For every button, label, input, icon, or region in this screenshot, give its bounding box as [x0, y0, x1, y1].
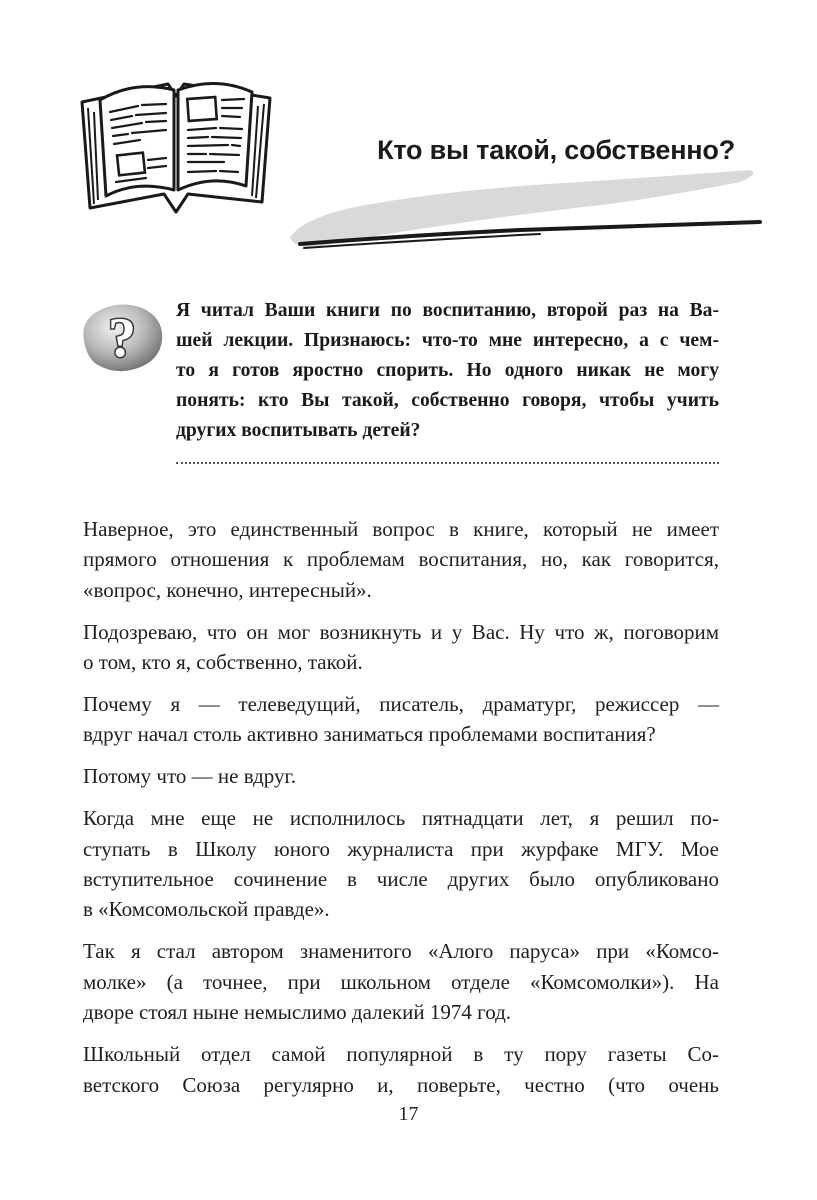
question-line: понять: кто Вы такой, собственно говоря, чтобы учить — [176, 390, 719, 411]
question-line: шей лекции. Признаюсь: что-то мне интересно, а с чем- — [176, 330, 719, 351]
paragraph — [83, 617, 719, 678]
svg-text:?: ? — [108, 307, 136, 369]
text-line: «вопрос, конечно, интересный». — [83, 577, 372, 602]
paragraph — [83, 936, 719, 1027]
paragraph — [83, 761, 719, 791]
title-brush-stroke — [280, 160, 770, 260]
text-line: молке» (а точнее, при школьном отделе «Комсомолки»). На — [83, 969, 719, 994]
text-line: дворе стоял ныне немыслимо далекий 1974 год. — [83, 1000, 512, 1025]
text-line: в «Комсомольской правде». — [83, 897, 330, 922]
question-line: то я готов яростно спорить. Но одного никак не могу — [176, 360, 719, 381]
text-line: о том, кто я, собственно, такой. — [83, 650, 363, 675]
reader-question — [176, 296, 719, 446]
paragraph — [83, 803, 719, 925]
text-line: ветского Союза регулярно и, поверьте, честно (что очень — [83, 1072, 719, 1097]
body-text — [83, 514, 719, 1111]
text-line: ступать в Школу юного журналиста при журфаке МГУ. Мое — [83, 836, 719, 861]
question-line: Я читал Ваши книги по воспитанию, второй раз на Ва- — [176, 300, 719, 321]
text-line: Потому что — не вдруг. — [83, 764, 296, 789]
page-number: 17 — [398, 1103, 419, 1125]
text-line: Наверное, это единственный вопрос в книге, который не имеет — [83, 517, 719, 541]
question-line: других воспитывать детей? — [176, 420, 421, 441]
paragraph — [83, 514, 719, 605]
text-line: Почему я — телеведущий, писатель, драматург, режиссер — — [83, 692, 719, 717]
text-line: Так я стал автором знаменитого «Алого паруса» при «Комсо- — [83, 939, 719, 964]
text-line: вступительное сочинение в числе других было опубликовано — [83, 867, 719, 892]
text-line: Подозреваю, что он мог возникнуть и у Вас. Ну что ж, поговорим — [83, 619, 719, 644]
text-line: Когда мне еще не исполнилось пятнадцати лет, я решил по- — [83, 806, 719, 831]
paragraph — [83, 689, 719, 750]
chapter-title: Кто вы такой, собственно? — [377, 135, 735, 165]
text-line: прямого отношения к проблемам воспитания, но, как говорится, — [83, 547, 719, 572]
question-mark-icon — [76, 296, 168, 376]
text-line: вдруг начал столь активно заниматься проблемами воспитания? — [83, 722, 656, 747]
open-book-icon — [76, 62, 276, 222]
dotted-answer-line — [176, 462, 719, 464]
text-line: Школьный отдел самой популярной в ту пору газеты Со- — [83, 1042, 719, 1067]
paragraph — [83, 1039, 719, 1100]
